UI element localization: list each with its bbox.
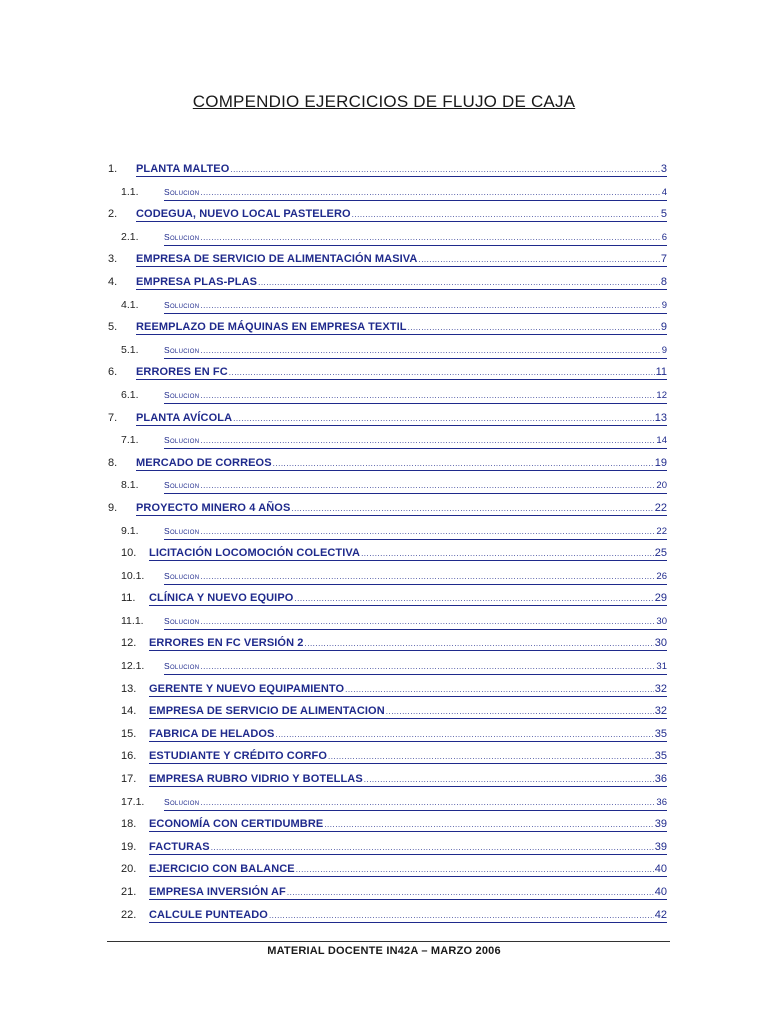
toc-link[interactable] — [136, 162, 667, 177]
toc-label: Solucion — [164, 525, 200, 536]
toc-number: 6.1. — [121, 388, 139, 401]
toc-page-number: 9 — [661, 344, 667, 356]
toc-number: 7. — [108, 411, 118, 424]
toc-link[interactable] — [164, 388, 667, 404]
toc-page-number: 3 — [660, 163, 667, 175]
toc-subentry — [0, 226, 768, 249]
toc-link[interactable] — [164, 433, 667, 449]
toc-label: Solucion — [164, 796, 200, 807]
toc-entry — [0, 813, 768, 836]
toc-subentry — [0, 791, 768, 814]
toc-label: LICITACIÓN LOCOMOCIÓN COLECTIVA — [149, 547, 361, 560]
toc-label: CODEGUA, NUEVO LOCAL PASTELERO — [136, 208, 351, 221]
dot-leader — [273, 459, 654, 469]
toc-link[interactable] — [164, 659, 667, 675]
dot-leader — [200, 617, 655, 627]
toc-subentry — [0, 474, 768, 497]
toc-label: Solucion — [164, 480, 200, 491]
toc-entry — [0, 407, 768, 430]
toc-subentry — [0, 429, 768, 452]
toc-page-number: 40 — [654, 863, 667, 876]
toc-link[interactable] — [149, 885, 667, 900]
toc-entry — [0, 497, 768, 520]
toc-label: REEMPLAZO DE MÁQUINAS EN EMPRESA TEXTIL — [136, 321, 407, 334]
toc-page-number: 13 — [654, 411, 667, 424]
toc-link[interactable] — [149, 749, 667, 764]
toc-number: 1. — [108, 163, 118, 175]
toc-page-number: 20 — [656, 480, 667, 492]
toc-page-number: 22 — [654, 501, 667, 514]
toc-page-number: 30 — [656, 615, 667, 627]
toc-label: CLÍNICA Y NUEVO EQUIPO — [149, 592, 294, 605]
toc-label: Solucion — [164, 661, 200, 672]
toc-link[interactable] — [149, 908, 667, 923]
toc-link[interactable] — [136, 275, 667, 290]
toc-number: 5.1. — [121, 343, 139, 356]
toc-link[interactable] — [149, 727, 667, 742]
toc-subentry — [0, 610, 768, 633]
toc-link[interactable] — [136, 320, 667, 335]
toc-link[interactable] — [136, 411, 667, 426]
toc-label: PLANTA MALTEO — [136, 163, 230, 175]
toc-label: ESTUDIANTE Y CRÉDITO CORFO — [149, 750, 328, 763]
toc-link[interactable] — [164, 569, 667, 585]
toc-page-number: 32 — [654, 682, 667, 695]
toc-link[interactable] — [149, 704, 667, 719]
toc-number: 9. — [108, 501, 118, 514]
toc-entry — [0, 678, 768, 701]
toc-link[interactable] — [149, 682, 667, 697]
dot-leader — [258, 278, 660, 288]
toc-number: 8.1. — [121, 479, 139, 492]
toc-label: GERENTE Y NUEVO EQUIPAMIENTO — [149, 682, 345, 695]
toc-page-number: 22 — [656, 525, 667, 537]
toc-number: 19. — [121, 840, 137, 853]
toc-number: 17.1. — [121, 795, 145, 808]
toc-subentry — [0, 655, 768, 678]
toc-subentry — [0, 339, 768, 362]
toc-number: 5. — [108, 321, 118, 334]
toc-label: ERRORES EN FC VERSIÓN 2 — [149, 637, 304, 650]
toc-number: 2. — [108, 208, 118, 221]
toc-entry — [0, 632, 768, 655]
toc-entry — [0, 881, 768, 904]
footer-divider — [107, 941, 670, 942]
toc-number: 12. — [121, 637, 137, 650]
toc-page-number: 32 — [654, 705, 667, 718]
toc-entry — [0, 361, 768, 384]
toc-entry — [0, 248, 768, 271]
toc-label: Solucion — [164, 570, 200, 581]
dot-leader — [386, 707, 654, 717]
toc-label: ERRORES EN FC — [136, 366, 228, 379]
toc-link[interactable] — [149, 546, 667, 561]
dot-leader — [230, 165, 660, 175]
dot-leader — [364, 775, 654, 785]
toc-page-number: 9 — [660, 321, 667, 334]
toc-entry — [0, 858, 768, 881]
toc-entry — [0, 745, 768, 768]
toc-link[interactable] — [149, 862, 667, 877]
toc-link[interactable] — [164, 298, 667, 314]
toc-link[interactable] — [136, 207, 667, 222]
dot-leader — [233, 414, 654, 424]
toc-label: Solucion — [164, 435, 200, 446]
toc-link[interactable] — [164, 185, 667, 201]
toc-entry — [0, 203, 768, 226]
toc-page-number: 31 — [656, 661, 667, 673]
toc-label: Solucion — [164, 186, 200, 197]
toc-entry — [0, 271, 768, 294]
toc-page-number: 39 — [654, 840, 667, 853]
toc-link[interactable] — [136, 365, 667, 380]
toc-number: 4.1. — [121, 298, 139, 311]
dot-leader — [328, 752, 654, 762]
toc-number: 1.1. — [121, 185, 139, 198]
toc-link[interactable] — [164, 343, 667, 359]
toc-entry — [0, 700, 768, 723]
toc-link[interactable] — [149, 636, 667, 651]
toc-number: 8. — [108, 456, 118, 469]
dot-leader — [200, 481, 655, 491]
toc-label: MERCADO DE CORREOS — [136, 456, 272, 469]
toc-page-number: 12 — [656, 389, 667, 401]
dot-leader — [418, 255, 659, 265]
toc-link[interactable] — [164, 614, 667, 630]
dot-leader — [200, 233, 660, 243]
toc-page-number: 5 — [660, 208, 667, 221]
toc-page-number: 7 — [660, 253, 667, 266]
dot-leader — [296, 865, 654, 875]
dot-leader — [408, 323, 660, 333]
toc-label: EMPRESA DE SERVICIO DE ALIMENTACION — [149, 705, 385, 718]
toc-number: 3. — [108, 253, 118, 266]
toc-link[interactable] — [136, 501, 667, 516]
toc-page-number: 36 — [654, 773, 667, 786]
toc-label: ECONOMÍA CON CERTIDUMBRE — [149, 818, 324, 831]
toc-link[interactable] — [136, 456, 667, 471]
toc-number: 11. — [121, 592, 136, 605]
toc-subentry — [0, 565, 768, 588]
toc-label: Solucion — [164, 615, 200, 626]
toc-entry — [0, 452, 768, 475]
toc-page-number: 19 — [654, 456, 667, 469]
toc-entry — [0, 836, 768, 859]
toc-number: 2.1. — [121, 230, 139, 243]
toc-number: 16. — [121, 750, 137, 763]
toc-entry — [0, 587, 768, 610]
dot-leader — [211, 843, 654, 853]
toc-page-number: 4 — [661, 186, 667, 198]
dot-leader — [200, 572, 655, 582]
dot-leader — [200, 346, 660, 356]
toc-number: 11.1. — [121, 614, 144, 627]
dot-leader — [200, 391, 655, 401]
toc-page-number: 35 — [654, 750, 667, 763]
toc-label: PROYECTO MINERO 4 AÑOS — [136, 501, 291, 514]
toc-entry — [0, 904, 768, 927]
dot-leader — [287, 888, 654, 898]
toc-label: FACTURAS — [149, 840, 210, 853]
toc-label: Solucion — [164, 299, 200, 310]
toc-number: 10.1. — [121, 569, 145, 582]
toc-page-number: 39 — [654, 818, 667, 831]
toc-page-number: 6 — [661, 231, 667, 243]
toc-number: 13. — [121, 682, 137, 695]
toc-page-number: 40 — [654, 886, 667, 898]
toc-subentry — [0, 294, 768, 317]
toc-number: 7.1. — [121, 434, 139, 447]
toc-number: 10. — [121, 547, 137, 560]
toc-link[interactable] — [149, 840, 667, 855]
toc-label: Solucion — [164, 389, 200, 400]
dot-leader — [352, 210, 660, 220]
toc-subentry — [0, 520, 768, 543]
toc-label: FABRICA DE HELADOS — [149, 727, 275, 740]
toc-subentry — [0, 181, 768, 204]
dot-leader — [294, 594, 653, 604]
dot-leader — [200, 662, 655, 672]
toc-page-number: 29 — [654, 592, 667, 605]
toc-link[interactable] — [136, 252, 667, 267]
dot-leader — [200, 301, 660, 311]
dot-leader — [345, 685, 654, 695]
toc-entry — [0, 723, 768, 746]
toc-page-number: 42 — [654, 908, 667, 921]
dot-leader — [269, 911, 654, 921]
toc-number: 17. — [121, 773, 137, 786]
toc-number: 20. — [121, 863, 137, 876]
toc-number: 14. — [121, 705, 137, 718]
document-footer: MATERIAL DOCENTE IN42A – MARZO 2006 — [267, 945, 501, 957]
toc-page-number: 35 — [654, 727, 667, 740]
toc-link[interactable] — [149, 591, 667, 606]
toc-label: CALCULE PUNTEADO — [149, 908, 268, 921]
toc-label: EMPRESA PLAS-PLAS — [136, 275, 258, 288]
toc-page-number: 8 — [660, 275, 667, 288]
dot-leader — [200, 436, 655, 446]
toc-label: Solucion — [164, 231, 200, 242]
toc-entry — [0, 158, 768, 181]
dot-leader — [200, 527, 655, 537]
toc-number: 12.1. — [121, 660, 145, 673]
toc-number: 21. — [121, 886, 137, 898]
toc-link[interactable] — [149, 772, 667, 787]
toc-number: 4. — [108, 275, 118, 288]
toc-number: 18. — [121, 818, 137, 831]
dot-leader — [291, 504, 653, 514]
toc-label: EMPRESA RUBRO VIDRIO Y BOTELLAS — [149, 773, 363, 786]
toc-number: 6. — [108, 366, 118, 379]
toc-label: PLANTA AVÍCOLA — [136, 411, 233, 424]
document-title: COMPENDIO EJERCICIOS DE FLUJO DE CAJA — [192, 92, 576, 111]
toc-link[interactable] — [164, 524, 667, 540]
toc-number: 9.1. — [121, 524, 139, 537]
toc-link[interactable] — [164, 478, 667, 494]
toc-page-number: 25 — [654, 547, 667, 560]
toc-label: EMPRESA DE SERVICIO DE ALIMENTACIÓN MASIVA — [136, 253, 418, 266]
dot-leader — [200, 188, 660, 198]
toc-link[interactable] — [164, 795, 667, 811]
dot-leader — [200, 798, 655, 808]
toc-number: 15. — [121, 727, 137, 740]
toc-label: EJERCICIO CON BALANCE — [149, 863, 295, 876]
toc-label: EMPRESA INVERSIÓN AF — [149, 886, 286, 898]
toc-page-number: 30 — [654, 637, 667, 650]
toc-link[interactable] — [149, 817, 667, 832]
toc-entry — [0, 542, 768, 565]
toc-page-number: 9 — [661, 299, 667, 311]
table-of-contents — [0, 158, 768, 926]
toc-entry — [0, 316, 768, 339]
toc-page-number: 11 — [655, 366, 667, 379]
dot-leader — [275, 730, 653, 740]
toc-page-number: 14 — [656, 435, 667, 447]
dot-leader — [229, 368, 655, 378]
toc-number: 22. — [121, 908, 137, 921]
toc-page-number: 26 — [656, 570, 667, 582]
toc-page-number: 36 — [656, 796, 667, 808]
dot-leader — [324, 820, 653, 830]
toc-subentry — [0, 384, 768, 407]
toc-entry — [0, 768, 768, 791]
toc-link[interactable] — [164, 230, 667, 246]
toc-label: Solucion — [164, 344, 200, 355]
dot-leader — [305, 639, 654, 649]
dot-leader — [361, 549, 654, 559]
